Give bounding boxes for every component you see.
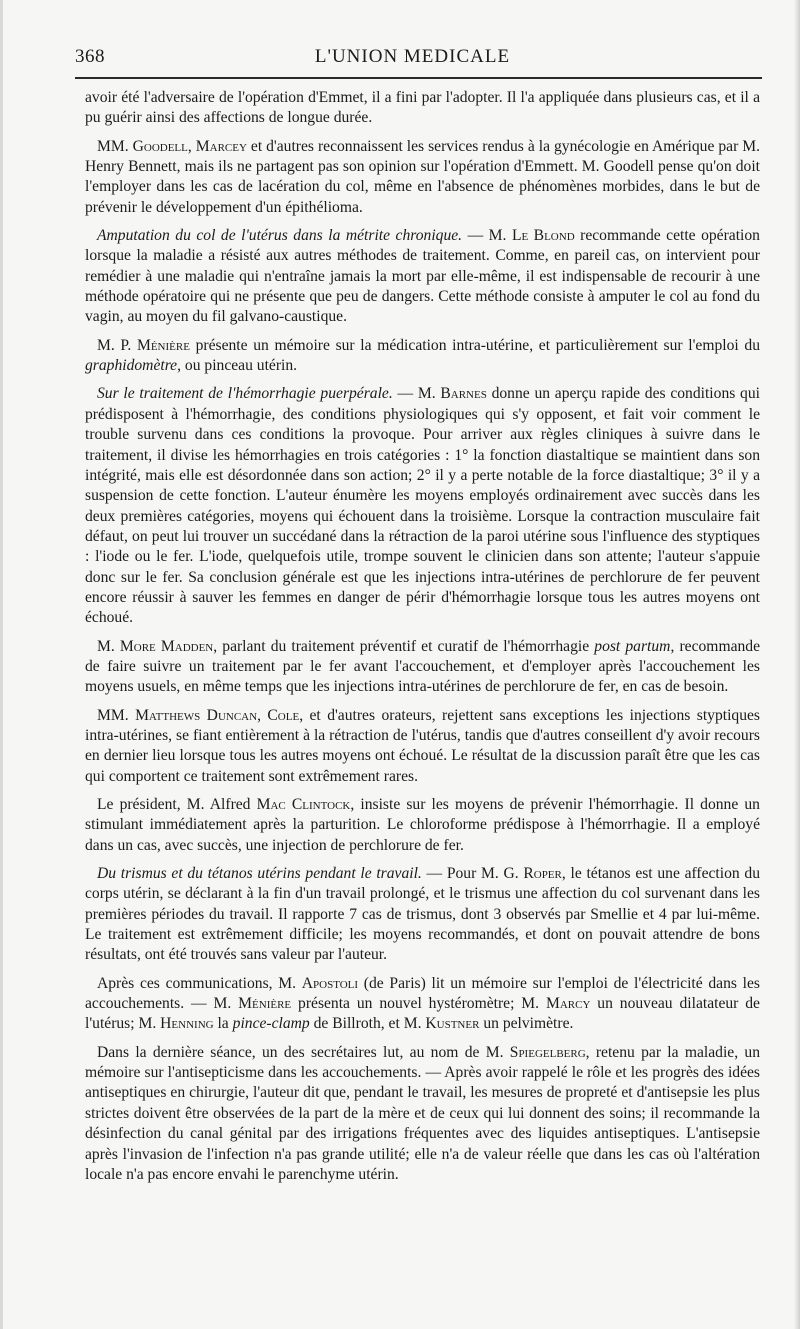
text-run: (de Paris) lit un mémoire sur l'emploi de l'électricité dans les accouchements. — M. [85,974,760,1013]
text-run: la [213,1015,233,1033]
header-rule [75,77,762,79]
author-name: Mac Clintock [256,796,351,813]
text-run: M. [97,637,120,655]
paragraph [85,384,760,628]
author-name: Marcy [545,995,591,1013]
paragraph [85,336,760,377]
text-run: , le tétanos est une affection du corps utérin, se déclarant à la fin d'un travail prolongé, et le trismus une affection du col survenant dans les premières périodes du travail. Il rapporte 7 cas de trismus, dont 3 observés par Smellie et 4 par lui-même. Le traitement est extrêmement difficile; les moyens recommandés, et dont on pouvait attendre de bons résultats, ont été trouvés sans valeur par l'auteur. [85,865,760,964]
running-title: L'UNION MEDICALE [314,46,511,67]
author-name: Ménière [136,336,190,354]
text-run: — M. [392,385,441,403]
page-number: 368 [75,46,105,67]
text-run: Dans la dernière séance, un des secrétaires lut, au nom de M. [97,1043,510,1061]
italic-text: pince-clamp [232,1015,310,1033]
text-run: recommande cette opération lorsque la maladie a résisté aux autres méthodes de traitement. Comme, en pareil cas, on intervient pour remédier à une maladie qui n'entraîne jamais la mort par elle-même, il est indispensable de recourir à une méthode opératoire qui ne présente que peu de dangers. Cette méthode consiste à amputer le col au fond du vagin, au moyen du fil galvano-caustique. [85,227,760,326]
text-run: donne un aperçu rapide des conditions qui prédisposent à l'hémorrhagie, des conditions physiologiques qui s'y opposent, et fait voir comment le trouble survenu dans ces conditions la provoque. Pour arriver aux règles cliniques à suivre dans le traitement, il divise les hémorrhagies en trois catégories : 1° la fonction diastaltique se maintient dans son intégrité, mais elle est désordonnée dans son action; 2° il y a perte notable de la force diastaltique; 3° il y a suspension de cette fonction. L'auteur énumère les moyens employés ordinairement avec succès dans les deux premières catégories, moyens qui échouent dans la troisième. Lorsque la contraction musculaire fait défaut, on peut lui trouver un succédané dans la rétraction de la paroi utérine sous l'influence des styptiques : l'iode ou le fer. L'iode, quelquefois utile, trompe souvent le clinicien dans son attente; l'auteur s'appuie donc sur le fer. Sa conclusion générale est que les injections intra-utérines de perchlorure de fer peuvent encore réussir à sauver les femmes en danger de périr d'hémorrhagie lorsque tous les autres moyens ont échoué. [85,385,760,627]
text-run: présente un mémoire sur la médication intra-utérine, et particulièrement sur l'emploi du [189,336,760,354]
italic-text: Sur le traitement de l'hémorrhagie puerpérale. [97,385,393,403]
text-run: , recommande de faire suivre un traitement par le fer avant l'accouchement, et d'employer après l'accouchement les moyens usuels, en même temps que les injections intra-utérines de perchlorure de fer, en cas de besoin. [85,637,761,696]
text-run: de Billroth, et M. [309,1015,426,1033]
text-run: un pelvimètre. [479,1015,574,1033]
text-run: , [257,706,268,724]
text-run: un nouveau dilatateur de l'utérus; M. [85,995,760,1033]
paragraph [85,137,760,218]
author-name: Matthews Duncan [135,706,258,724]
author-name: Cole [267,706,300,724]
author-name: Kustner [425,1015,480,1033]
paragraph [85,637,760,698]
author-name: Apostoli [301,974,359,992]
author-name: Barnes [440,385,487,403]
paragraph [85,864,760,966]
text-run: , retenu par la maladie, un mémoire sur l'antisepticisme dans les accouchements. — Après avoir rappelé le rôle et les progrès des idées antiseptiques en chirurgie, l'auteur dit que, pendant le travail, les mesures de propreté et d'antisepsie les plus strictes doivent être observées de la part de la mère et de ceux qui lui donnent des soins; il recommande la désinfection du canal génital par des irrigations fréquentes avec des liquides antiseptiques. L'antisepsie après l'invasion de l'infection n'a pas grande utilité; elle n'a de valeur réelle que dans les cas où l'altération locale n'a pas encore envahi le parenchyme utérin. [85,1043,760,1183]
page-edge-shade [794,0,800,1329]
italic-text: Du trismus et du tétanos utérins pendant le travail. [97,865,422,883]
author-name: More Madden [119,637,214,655]
text-run: Le président, M. Alfred [97,796,257,813]
author-name: Spiegelberg [509,1043,586,1061]
author-name: Marcey [195,137,247,155]
text-run: M. P. [97,336,137,354]
text-run: — Pour M. G. [421,865,524,883]
author-name: Roper [523,865,562,883]
text-run: MM. [97,706,136,724]
page-header [75,42,750,72]
article-body [85,88,760,1193]
italic-text: Amputation du col de l'utérus dans la métrite chronique. [97,227,463,245]
text-run: MM. [97,137,133,155]
author-name: Le Blond [511,227,575,245]
paragraph [85,706,760,787]
author-name: Henning [160,1015,214,1033]
paragraph [85,795,760,856]
text-run: , insiste sur les moyens de prévenir l'hémorrhagie. Il donne un stimulant immédiatement après la parturition. Le chloroforme prédispose à l'hémorrhagie. Il a employé dans un cas, avec succès, une injection de perchlorure de fer. [85,796,760,854]
paragraph [85,226,760,328]
italic-text: graphidomètre [85,357,178,375]
paragraph [85,1043,760,1185]
text-run: avoir été l'adversaire de l'opération d'Emmet, il a fini par l'adopter. Il l'a appliquée dans plusieurs cas, et il a pu guérir ainsi des affections de longue durée. [85,89,760,127]
text-run: et d'autres reconnaissent les services rendus à la gynécologie en Amérique par M. Henry Bennett, mais ils ne partagent pas son opinion sur l'opération d'Emmett. M. Goodell pense qu'on doit l'employer dans les cas de lacération du col, même en l'absence de phénomènes morbides, dans le but de prévenir le développement d'un épithélioma. [85,137,761,216]
text-run: , et d'autres orateurs, rejettent sans exceptions les injections styptiques intra-utérines, se fiant entièrement à la rétraction de l'utérus, tandis que d'autres conseillent d'y avoir recours en dernier lieu lorsque tous les autres moyens ont échoué. Le résultat de la discussion paraît être que les cas qui comportent ce traitement sont extrêmement rares. [85,706,760,785]
text-run: présenta un nouvel hystéromètre; M. [291,995,546,1013]
author-name: Goodell [132,137,188,155]
italic-text: post partum [594,637,671,655]
text-run: , parlant du traitement préventif et curatif de l'hémorrhagie [213,637,595,655]
paragraph [85,88,760,129]
text-run: Après ces communications, M. [97,974,302,992]
text-run: , ou pinceau utérin. [177,357,298,375]
text-run: — M. [462,227,512,245]
paragraph [85,974,760,1035]
text-run: , [187,137,196,155]
author-name: Ménière [238,995,292,1013]
